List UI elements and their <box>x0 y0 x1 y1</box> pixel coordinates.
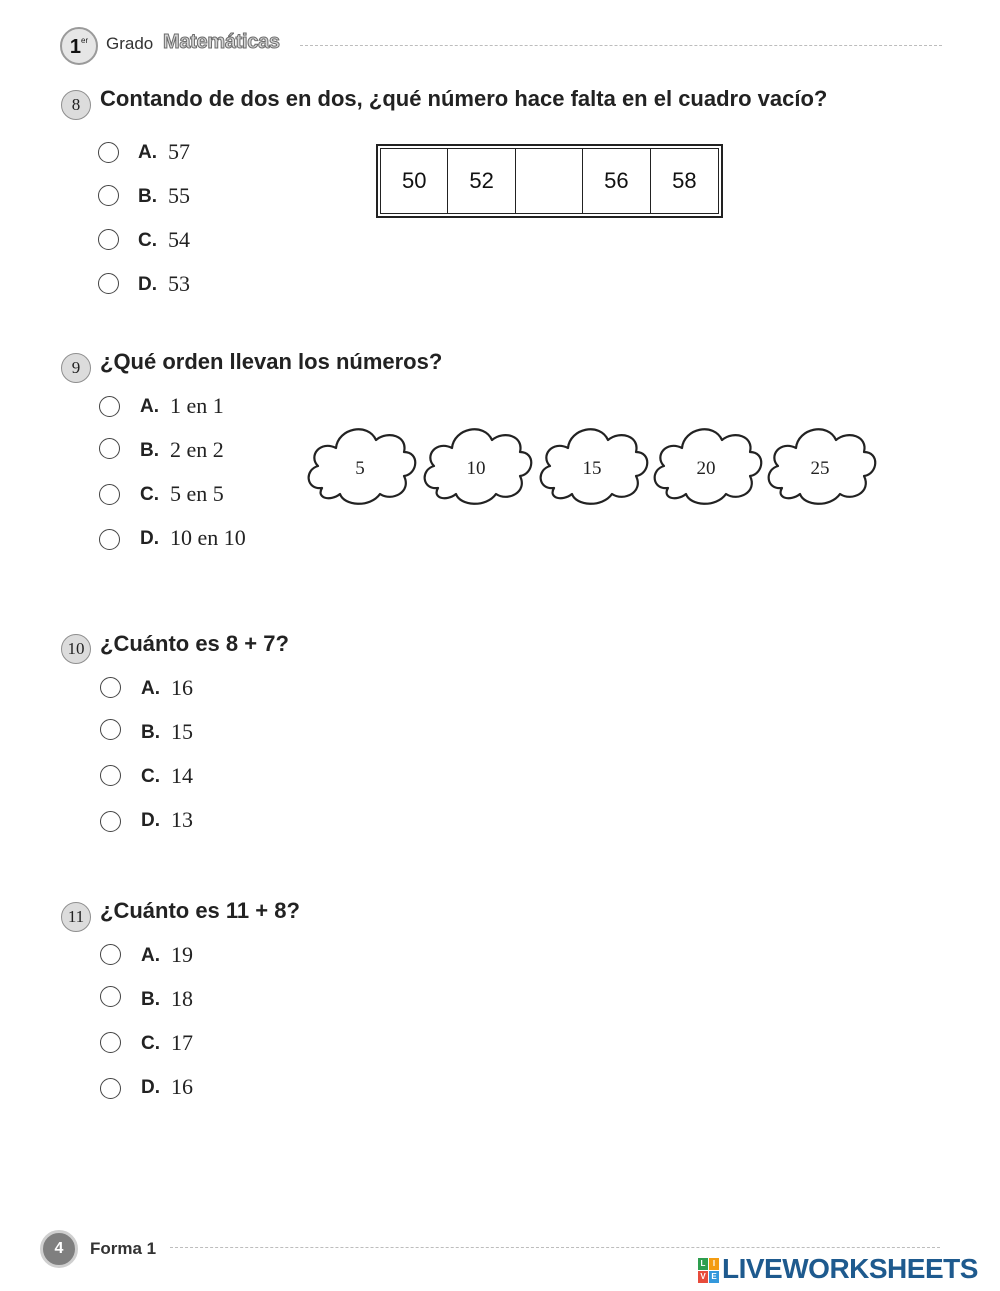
option-letter-9c: C. <box>140 484 159 505</box>
option-radio-9c[interactable] <box>99 484 120 505</box>
grade-badge <box>60 27 98 65</box>
option-radio-8d[interactable] <box>98 273 119 294</box>
cloud-label: 10 <box>466 458 486 479</box>
logo-tile: I <box>709 1258 719 1270</box>
option-text-9a: 1 en 1 <box>170 393 224 418</box>
option-text-10b: 15 <box>171 719 193 744</box>
option-radio-11c[interactable] <box>100 1032 121 1053</box>
page-number: 4 <box>40 1230 78 1268</box>
option-letter-10a: A. <box>141 678 160 699</box>
cloud-label: 20 <box>696 458 716 479</box>
header-divider <box>300 45 942 46</box>
cloud-label: 5 <box>355 458 365 479</box>
option-text-8a: 57 <box>168 139 190 164</box>
grade-word: Grado <box>106 34 154 53</box>
number-sequence-table <box>376 144 723 218</box>
cloud-icon <box>769 429 876 503</box>
question-number-11: 11 <box>61 902 91 932</box>
logo-tile: E <box>709 1271 719 1283</box>
cloud-label: 15 <box>582 458 602 479</box>
option-radio-8b[interactable] <box>98 185 119 206</box>
option-letter-8c: C. <box>138 230 157 251</box>
subject-title: Matemáticas <box>163 31 280 53</box>
option-text-11c: 17 <box>171 1030 193 1055</box>
question-text-10: ¿Cuánto es 8 + 7? <box>100 631 289 656</box>
cloud-label: 25 <box>810 458 830 479</box>
option-text-9c: 5 en 5 <box>170 481 224 506</box>
question-text-9: ¿Qué orden llevan los números? <box>100 349 443 374</box>
cloud-icon <box>655 429 762 503</box>
logo-tile: L <box>698 1258 708 1270</box>
cloud-icon <box>309 429 416 503</box>
option-letter-9b: B. <box>140 440 159 461</box>
logo-tile: V <box>698 1271 708 1283</box>
option-letter-10d: D. <box>141 810 160 831</box>
number-box: 52 <box>448 149 515 213</box>
grade-superscript: er <box>81 36 89 45</box>
option-letter-10c: C. <box>141 766 160 787</box>
option-letter-8b: B. <box>138 186 157 207</box>
liveworksheets-logo-icon <box>698 1258 720 1284</box>
option-radio-11d[interactable] <box>100 1078 121 1099</box>
option-text-11b: 18 <box>171 986 193 1011</box>
option-radio-10d[interactable] <box>100 811 121 832</box>
option-radio-8c[interactable] <box>98 229 119 250</box>
option-letter-11c: C. <box>141 1033 160 1054</box>
option-radio-10b[interactable] <box>100 719 121 740</box>
option-letter-9d: D. <box>140 528 159 549</box>
option-radio-11b[interactable] <box>100 986 121 1007</box>
option-radio-11a[interactable] <box>100 944 121 965</box>
option-letter-8d: D. <box>138 274 157 295</box>
liveworksheets-logo-text[interactable]: LIVEWORKSHEETS <box>722 1253 978 1284</box>
form-label: Forma 1 <box>90 1239 157 1258</box>
option-radio-9b[interactable] <box>99 438 120 459</box>
option-radio-9d[interactable] <box>99 529 120 550</box>
option-letter-10b: B. <box>141 722 160 743</box>
number-box: 56 <box>583 149 650 213</box>
option-text-9d: 10 en 10 <box>170 525 246 550</box>
option-text-9b: 2 en 2 <box>170 437 224 462</box>
option-text-8d: 53 <box>168 271 190 296</box>
footer-divider <box>170 1247 940 1248</box>
question-number-8: 8 <box>61 90 91 120</box>
option-letter-9a: A. <box>140 396 159 417</box>
question-text-8: Contando de dos en dos, ¿qué número hace falta en el cuadro vacío? <box>100 86 828 111</box>
option-text-10d: 13 <box>171 807 193 832</box>
grade-number: 1 <box>69 36 81 58</box>
option-letter-11a: A. <box>141 945 160 966</box>
cloud-icon <box>425 429 532 503</box>
cloud-icon <box>541 429 648 503</box>
option-text-8b: 55 <box>168 183 190 208</box>
option-letter-11b: B. <box>141 989 160 1010</box>
question-number-9: 9 <box>61 353 91 383</box>
number-box: 50 <box>381 149 448 213</box>
option-text-10a: 16 <box>171 675 193 700</box>
option-text-11a: 19 <box>171 942 193 967</box>
option-text-11d: 16 <box>171 1074 193 1099</box>
clouds-sequence <box>300 418 880 508</box>
empty-number-box <box>516 149 583 213</box>
option-text-8c: 54 <box>168 227 190 252</box>
option-radio-10c[interactable] <box>100 765 121 786</box>
option-radio-9a[interactable] <box>99 396 120 417</box>
option-radio-10a[interactable] <box>100 677 121 698</box>
option-radio-8a[interactable] <box>98 142 119 163</box>
number-box: 58 <box>672 168 697 193</box>
option-text-10c: 14 <box>171 763 193 788</box>
question-number-10: 10 <box>61 634 91 664</box>
option-letter-8a: A. <box>138 142 157 163</box>
option-letter-11d: D. <box>141 1077 160 1098</box>
question-text-11: ¿Cuánto es 11 + 8? <box>100 898 300 923</box>
